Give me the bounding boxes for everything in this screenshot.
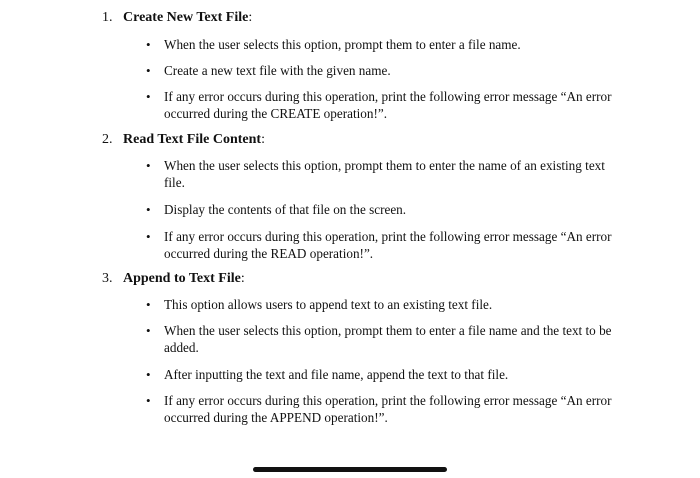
bullet-icon: • <box>146 63 151 78</box>
list-item <box>146 88 616 122</box>
bullet-icon: • <box>146 202 151 217</box>
section-title: Read Text File Content <box>123 132 262 147</box>
list-item <box>146 36 616 53</box>
list-item-text: When the user selects this option, prompt them to enter a file name. <box>164 37 521 52</box>
section-number: 1. <box>102 10 113 25</box>
section-2-heading <box>102 131 265 148</box>
list-item-text: When the user selects this option, prompt them to enter the name of an existing text file. <box>164 158 605 190</box>
list-item <box>146 296 616 313</box>
section-title-colon: : <box>240 271 245 286</box>
list-item <box>146 157 616 191</box>
home-indicator-bar[interactable] <box>253 467 447 472</box>
list-item <box>146 228 616 262</box>
list-item-text: After inputting the text and file name, append the text to that file. <box>164 367 509 382</box>
list-item <box>146 201 616 218</box>
list-item <box>146 322 616 356</box>
section-title-colon: : <box>261 132 265 147</box>
bullet-icon: • <box>146 37 151 52</box>
list-item <box>146 392 616 426</box>
list-item-text: This option allows users to append text to an existing text file. <box>164 297 493 312</box>
bullet-icon: • <box>146 393 151 408</box>
bullet-icon: • <box>146 158 151 173</box>
list-item-text: When the user selects this option, prompt them to enter a file name and the text to be added. <box>164 323 612 355</box>
section-number: 2. <box>102 132 113 147</box>
section-title: Create New Text File <box>123 10 249 25</box>
section-3-heading <box>102 270 245 287</box>
bullet-icon: • <box>146 367 151 382</box>
list-item <box>146 366 616 383</box>
bullet-icon: • <box>146 229 151 244</box>
bullet-icon: • <box>146 297 151 312</box>
list-item-text: Create a new text file with the given name. <box>164 63 391 78</box>
bullet-icon: • <box>146 89 151 104</box>
list-item <box>146 62 616 79</box>
section-number: 3. <box>102 271 113 286</box>
section-title-colon: : <box>248 10 253 25</box>
list-item-text: If any error occurs during this operation, print the following error message “An error occurred during the READ operation!”. <box>164 229 612 261</box>
section-1-heading <box>102 9 252 26</box>
section-title: Append to Text File <box>123 271 241 286</box>
list-item-text: If any error occurs during this operation, print the following error message “An error occurred during the CREATE operation!”. <box>164 89 612 121</box>
bullet-icon: • <box>146 323 151 338</box>
list-item-text: Display the contents of that file on the screen. <box>164 202 407 217</box>
list-item-text: If any error occurs during this operation, print the following error message “An error occurred during the APPEND operation!”. <box>164 393 612 425</box>
